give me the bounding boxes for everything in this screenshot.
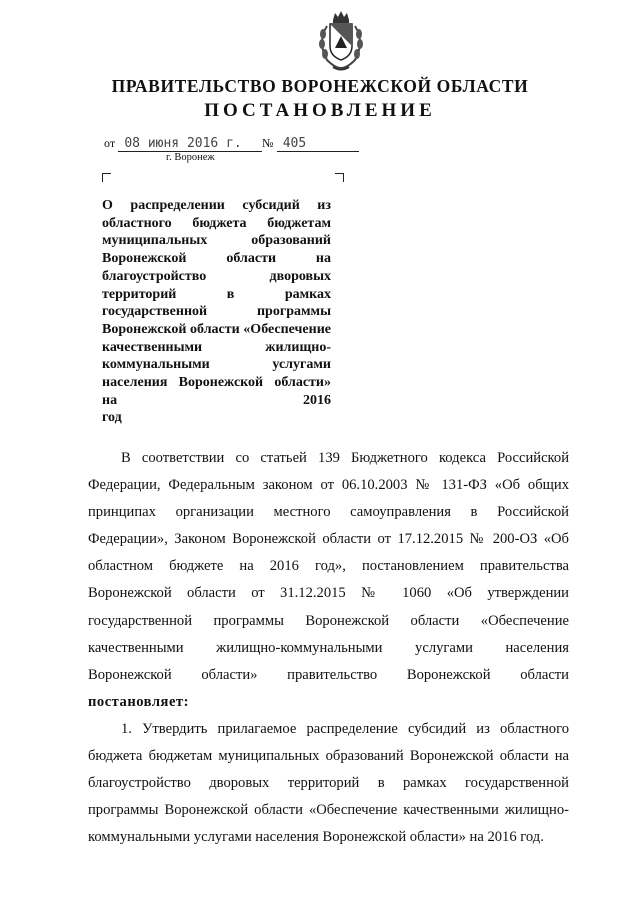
document-title-text: О распределении субсидий из областного бюджета бюджетам муниципальных образований Воронежской области на благоустройство дворовых территорий в рамках государственной программы Воронежской области «Обеспечение качественными жилищно-коммунальными услугами населения Воронежской области» на 2016 [102,198,331,408]
document-type: ПОСТАНОВЛЕНИЕ [204,100,436,121]
document-body [88,445,569,851]
item-1-paragraph: 1. Утвердить прилагаемое распределение субсидий из областного бюджета бюджетам муниципальных образований Воронежской области на благоустройство дворовых территорий в рамках государственной программы Воронежской области «Обеспечение качественными жилищно-коммунальными услугами населения Воронежской области» на 2016 год. [88,720,569,846]
title-bracket-right [335,173,344,182]
resolves-verb: постановляет: [88,693,189,710]
preamble-paragraph [88,445,569,716]
document-date-line [104,135,262,152]
preamble-text: В соответствии со статьей 139 Бюджетного кодекса Российской Федерации, Федеральным законом от 06.10.2003 № 131-ФЗ «Об общих принципах организации местного самоуправления в Российской Федерации», Законом Воронежской области от 17.12.2015 № 200-ОЗ «Об областном бюджете на 2016 год», постановлением правительства Воронежской области от 31.12.2015 № 1060 «Об утверждении государственной программы Воронежской области «Обеспечение качественными жилищно-коммунальными услугами населения Воронежской области» правительство Воронежской области [88,450,569,683]
city-label: г. Воронеж [166,152,215,163]
document-title-end: год [102,410,122,426]
document-title [102,197,331,427]
document-date: 08 июня 2016 г. [118,136,262,152]
document-number: 405 [277,136,359,152]
government-name: ПРАВИТЕЛЬСТВО ВОРОНЕЖСКОЙ ОБЛАСТИ [111,76,529,96]
document-number-line [262,135,359,152]
coat-of-arms-icon [311,10,371,74]
date-label: от [104,136,116,150]
title-bracket-left [102,173,111,182]
number-label: № [262,136,274,150]
